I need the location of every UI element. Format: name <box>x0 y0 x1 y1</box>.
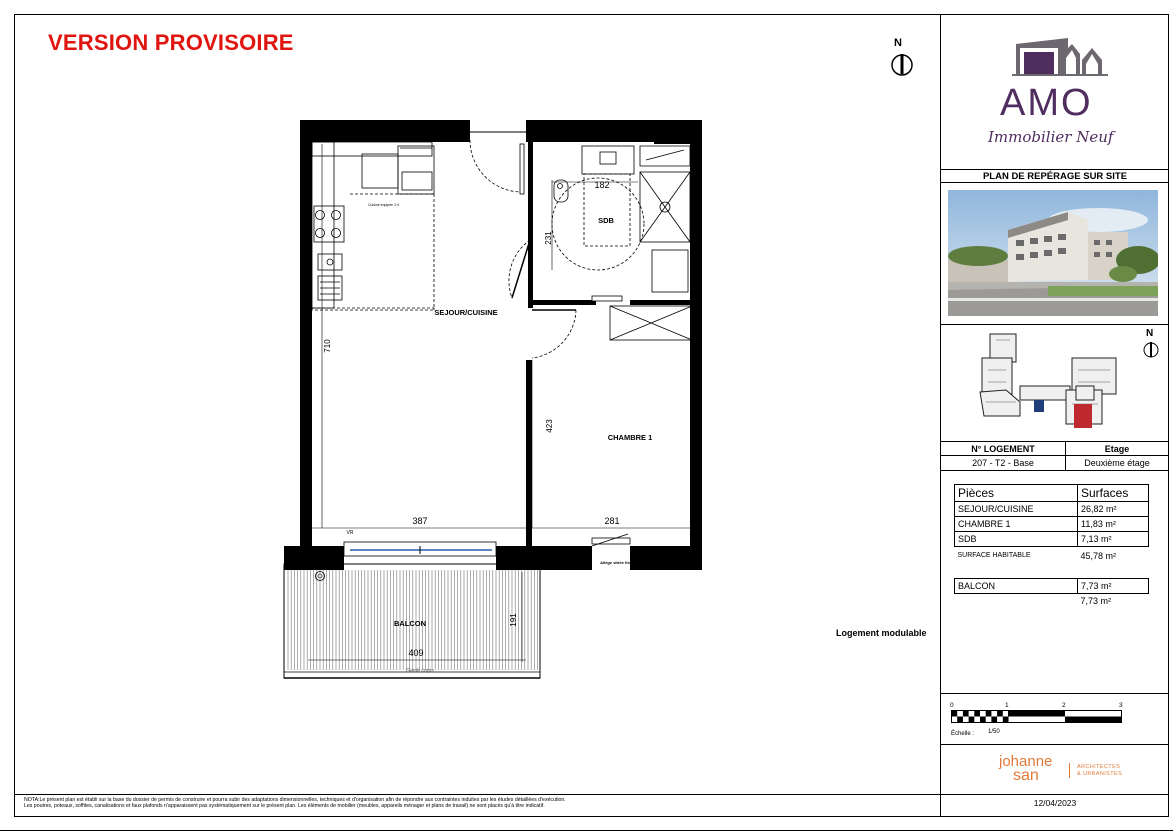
site-photo <box>948 190 1158 316</box>
dim-423: 423 <box>545 419 554 433</box>
panel-divider <box>940 693 1169 694</box>
modulable-note: Logement modulable <box>836 628 927 638</box>
scale-tick-label: 3 <box>1119 702 1123 709</box>
habitable-label: SURFACE HABITABLE <box>957 552 1031 559</box>
plan-date: 12/04/2023 <box>1033 798 1077 808</box>
chambre-door-swing <box>532 310 576 358</box>
room-sdb: SDB <box>598 216 614 225</box>
entry-door-swing <box>470 140 522 192</box>
architect-logo-divider <box>1069 763 1070 778</box>
nota-text <box>24 797 904 809</box>
balcon-label: BALCON <box>955 579 1078 594</box>
room-name: SDB <box>955 532 1078 547</box>
room-sejour: SEJOUR/CUISINE <box>434 308 498 317</box>
panel-title: PLAN DE REPÉRAGE SUR SITE <box>982 171 1128 182</box>
room-chambre: CHAMBRE 1 <box>607 433 653 442</box>
window-opening <box>470 124 526 138</box>
logement-number-header: N° LOGEMENT <box>971 444 1035 454</box>
nota-line2: Les poutres, poteaux, soffites, canalisations et faux plafonds n'apparaissent pas systématiquement sur le présent plan. Les éléments de mobilier (meubles, appareils ménager et plans de travail) ne sont placés qu'à titre indicatif. <box>24 803 545 809</box>
panel-divider <box>940 182 1169 183</box>
panel-divider <box>940 744 1169 745</box>
dim-191: 191 <box>509 613 518 627</box>
room-area: 7,13 m² <box>1078 532 1149 547</box>
fixed-window <box>592 538 630 544</box>
room-name: SEJOUR/CUISINE <box>955 502 1078 517</box>
brand-name: AMO <box>1000 82 1093 124</box>
architect-sub-line2: & URBANISTES <box>1077 771 1123 777</box>
surfaces-col-surfaces: Surfaces <box>1078 485 1149 502</box>
surfaces-table <box>954 484 1149 608</box>
logement-number: 207 - T2 - Base <box>972 458 1034 468</box>
balcon-value: 7,73 m² <box>1078 579 1149 594</box>
panel-divider <box>940 470 1169 471</box>
dim-710: 710 <box>323 339 332 353</box>
outer-walls <box>284 120 702 570</box>
panel-separator <box>940 14 941 817</box>
entry-door <box>520 144 524 194</box>
scale-tick-label: 2 <box>1062 702 1066 709</box>
site-location-plan <box>976 330 1136 430</box>
room-area: 26,82 m² <box>1078 502 1149 517</box>
bathroom-fixtures <box>552 146 690 292</box>
floor-value: Deuxième étage <box>1084 458 1150 468</box>
dim-182: 182 <box>594 180 610 190</box>
table-row <box>955 532 1149 547</box>
floor-plan <box>270 110 720 690</box>
mini-north-label: N <box>1146 328 1154 339</box>
kitchen <box>312 142 434 310</box>
room-area: 11,83 m² <box>1078 517 1149 532</box>
panel-divider <box>940 441 1169 442</box>
architect-sub-line1: ARCHITECTES <box>1077 764 1121 770</box>
scale-ratio: 1/50 <box>988 729 1000 735</box>
floor-header: Etage <box>1104 444 1130 454</box>
panel-divider <box>940 324 1169 325</box>
amo-building-icon <box>1010 36 1110 78</box>
table-row <box>955 517 1149 532</box>
bay-window <box>344 542 496 556</box>
room-name: CHAMBRE 1 <box>955 517 1078 532</box>
architect-name-line2: san <box>1013 767 1039 784</box>
allege-label: Allège vitrée fixe <box>600 560 632 565</box>
brand-tagline: Immobilier Neuf <box>988 128 1114 146</box>
footer-divider <box>14 794 1169 795</box>
table-row <box>955 579 1149 594</box>
garde-corps-label: Garde corps <box>406 668 434 674</box>
architect-name-line1: johanne <box>999 753 1053 770</box>
vr-label: VR <box>346 530 354 536</box>
dim-231: 231 <box>544 231 553 245</box>
scale-tick-label: 1 <box>1005 702 1009 709</box>
scale-bar <box>951 710 1123 724</box>
version-title: VERSION PROVISOIRE <box>48 30 294 55</box>
dim-387: 387 <box>412 516 428 526</box>
dim-409: 409 <box>408 648 424 658</box>
mini-compass-icon <box>1142 341 1160 359</box>
logement-col-divider <box>1065 442 1066 470</box>
kitchen-label: Cuisine équipée 2,4 <box>368 203 399 207</box>
balcon-total: 7,73 m² <box>1080 596 1112 606</box>
surfaces-col-pieces: Pièces <box>955 485 1078 502</box>
north-label: N <box>894 37 902 49</box>
panel-divider <box>940 455 1169 456</box>
dim-281: 281 <box>604 516 620 526</box>
panel-divider <box>940 169 1169 170</box>
scale-tick-label: 0 <box>950 702 954 709</box>
table-row <box>955 502 1149 517</box>
compass-icon <box>889 52 915 78</box>
page-bottom-rule <box>0 830 1173 831</box>
scale-label: Échelle : <box>951 731 975 737</box>
nota-line1: NOTA:Le présent plan est établi sur la base du dossier de permis de construire et pourra subir des adaptations dimensionnelles, techniques et d'organisation afin de répondre aux contraintes induites par les études détaillées d'exécution. <box>24 797 566 803</box>
room-balcon: BALCON <box>393 619 427 628</box>
habitable-value: 45,78 m² <box>1080 550 1117 561</box>
